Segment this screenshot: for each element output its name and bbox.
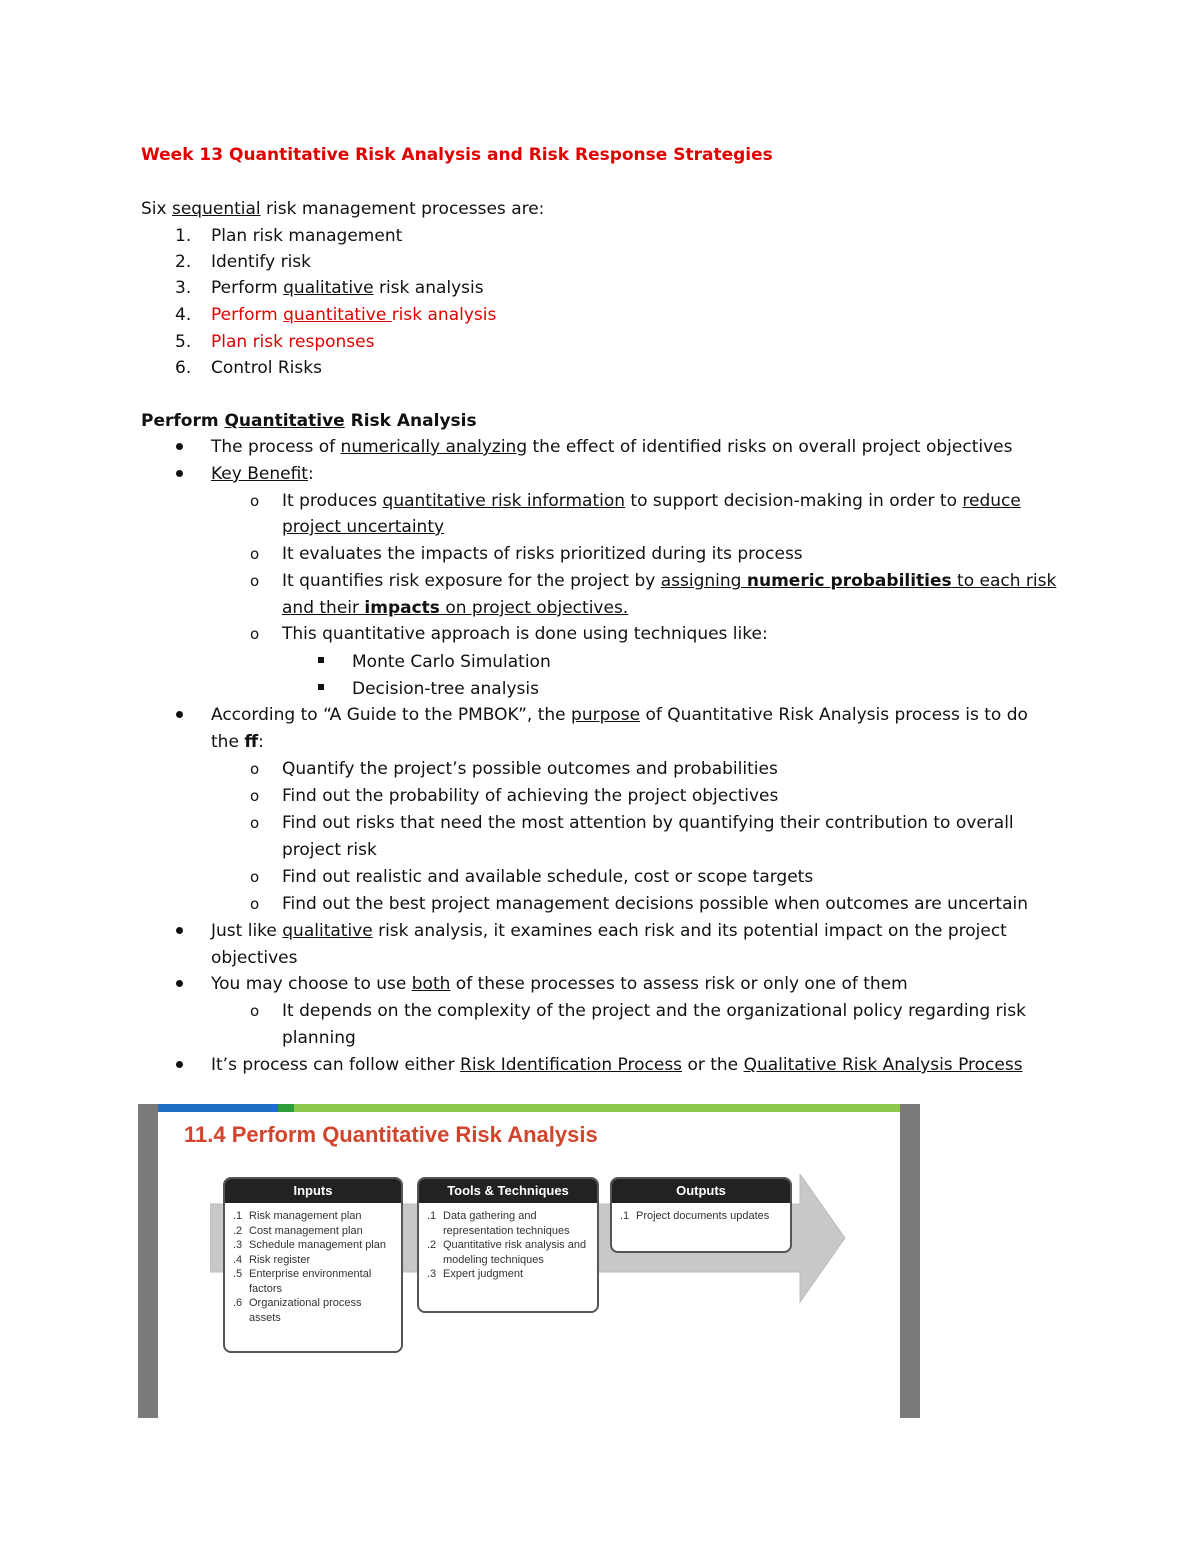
item-text: Enterprise environmental factors bbox=[249, 1268, 372, 1295]
figure-top-accent bbox=[278, 1104, 294, 1112]
figure-title: 11.4 Perform Quantitative Risk Analysis bbox=[184, 1122, 598, 1147]
section-heading bbox=[141, 410, 477, 432]
text: It’s process can follow either bbox=[211, 1055, 461, 1075]
sub-bullet: o bbox=[250, 572, 260, 590]
bullet-dot bbox=[176, 711, 183, 718]
outputs-header: Outputs bbox=[612, 1179, 790, 1203]
purpose-item: Find out the best project management decisions possible when outcomes are uncertain bbox=[282, 894, 1028, 914]
input-item bbox=[233, 1238, 393, 1253]
sub-bullet: o bbox=[250, 625, 260, 643]
tool-item bbox=[427, 1209, 589, 1238]
square-bullet bbox=[318, 657, 324, 663]
item-number: .4 bbox=[233, 1253, 243, 1266]
text: or the bbox=[682, 1055, 744, 1075]
item-number: .1 bbox=[620, 1210, 630, 1222]
text: risk analysis, it examines each risk and its potential impact on the project bbox=[372, 921, 1007, 941]
item-number: .3 bbox=[233, 1239, 243, 1251]
output-item bbox=[620, 1209, 782, 1224]
underlined-bold-text: numeric probabilities bbox=[746, 571, 952, 591]
sub-bullet: o bbox=[250, 545, 260, 563]
bullet-item bbox=[211, 704, 1028, 726]
sub-item-continuation: planning bbox=[282, 1028, 356, 1048]
intro-post: risk management processes are: bbox=[260, 199, 545, 219]
bullet-dot bbox=[176, 1061, 183, 1068]
tools-box bbox=[417, 1177, 599, 1313]
tools-header: Tools & Techniques bbox=[419, 1179, 597, 1203]
square-bullet bbox=[318, 684, 324, 690]
process-item bbox=[211, 277, 484, 299]
sub-item-continuation: project uncertainty bbox=[282, 517, 445, 537]
sub-item: It depends on the complexity of the project and the organizational policy regarding risk bbox=[282, 1001, 1026, 1021]
intro-underlined: sequential bbox=[171, 199, 261, 219]
sub-item: This quantitative approach is done using techniques like: bbox=[282, 624, 768, 644]
bullet-continuation: objectives bbox=[211, 948, 298, 968]
underlined-text: qualitative bbox=[283, 278, 374, 298]
sub-bullet: o bbox=[250, 814, 260, 832]
underlined-text: purpose bbox=[571, 705, 641, 725]
item-text: Project documents updates bbox=[636, 1210, 770, 1222]
tools-list bbox=[419, 1203, 597, 1286]
item-number: .2 bbox=[427, 1239, 437, 1251]
text: It produces bbox=[282, 491, 383, 511]
underlined-text: reduce bbox=[962, 491, 1021, 511]
text: Perform bbox=[211, 305, 284, 325]
underlined-text: numerically analyzing bbox=[340, 437, 528, 457]
purpose-item: Find out the probability of achieving the project objectives bbox=[282, 786, 779, 806]
item-text: Risk register bbox=[249, 1253, 311, 1266]
purpose-item: Quantify the project’s possible outcomes and probabilities bbox=[282, 759, 778, 779]
underlined-text: quantitative risk information bbox=[382, 491, 626, 511]
technique-item: Decision-tree analysis bbox=[352, 679, 539, 699]
text: risk analysis bbox=[373, 278, 484, 298]
underlined-text: both bbox=[411, 974, 451, 994]
item-text: Organizational process assets bbox=[249, 1297, 362, 1324]
list-number: 1. bbox=[175, 226, 192, 246]
input-item bbox=[233, 1296, 393, 1325]
bullet-dot bbox=[176, 443, 183, 450]
item-number: .1 bbox=[427, 1210, 437, 1222]
bullet-item bbox=[211, 463, 314, 485]
input-item bbox=[233, 1224, 393, 1239]
process-item: Identify risk bbox=[211, 252, 311, 272]
item-text: Cost management plan bbox=[249, 1224, 363, 1237]
sub-bullet: o bbox=[250, 1002, 260, 1020]
bullet-dot bbox=[176, 980, 183, 987]
list-number: 4. bbox=[175, 305, 192, 325]
sub-item bbox=[282, 490, 1021, 512]
text: of these processes to assess risk or only one of them bbox=[450, 974, 908, 994]
purpose-item: Find out realistic and available schedule, cost or scope targets bbox=[282, 867, 814, 887]
text: : bbox=[307, 464, 314, 484]
list-number: 3. bbox=[175, 278, 192, 298]
tool-item bbox=[427, 1267, 589, 1282]
text: Perform bbox=[141, 411, 225, 431]
page-title: Week 13 Quantitative Risk Analysis and Risk Response Strategies bbox=[141, 145, 773, 165]
text: the effect of identified risks on overall project objectives bbox=[527, 437, 1013, 457]
item-text: Risk management plan bbox=[249, 1210, 362, 1222]
figure-left-border bbox=[138, 1104, 158, 1418]
text: Just like bbox=[211, 921, 283, 941]
text: of Quantitative Risk Analysis process is to do bbox=[640, 705, 1028, 725]
bullet-continuation bbox=[211, 731, 264, 753]
text: Risk Analysis bbox=[344, 411, 477, 431]
figure-right-border bbox=[900, 1104, 920, 1418]
bold-text: ff bbox=[244, 732, 259, 752]
item-text: Expert judgment bbox=[443, 1268, 524, 1280]
bold-text: impacts bbox=[364, 598, 440, 618]
sub-bullet: o bbox=[250, 787, 260, 805]
process-item: Plan risk responses bbox=[211, 332, 375, 352]
process-item: Control Risks bbox=[211, 358, 322, 378]
underlined-text: qualitative bbox=[282, 921, 373, 941]
bullet-dot bbox=[176, 927, 183, 934]
sub-bullet: o bbox=[250, 492, 260, 510]
inputs-box bbox=[223, 1177, 403, 1353]
underlined-text: quantitative bbox=[283, 305, 392, 325]
text: on project objectives. bbox=[439, 598, 629, 618]
sub-item-continuation bbox=[282, 597, 628, 619]
item-text: Schedule management plan bbox=[249, 1239, 386, 1251]
item-number: .1 bbox=[233, 1210, 243, 1222]
figure-top-accent bbox=[278, 1104, 900, 1112]
tool-item bbox=[427, 1238, 589, 1267]
inputs-header: Inputs bbox=[225, 1179, 401, 1203]
sub-item bbox=[282, 570, 1056, 592]
figure-top-accent bbox=[158, 1104, 278, 1112]
process-item: Plan risk management bbox=[211, 226, 403, 246]
item-number: .2 bbox=[233, 1224, 243, 1237]
text: You may choose to use bbox=[211, 974, 412, 994]
item-number: .3 bbox=[427, 1268, 437, 1280]
purpose-item-continuation: project risk bbox=[282, 840, 377, 860]
bullet-item bbox=[211, 973, 908, 995]
list-number: 2. bbox=[175, 252, 192, 272]
underlined-text: assigning bbox=[660, 571, 747, 591]
list-number: 6. bbox=[175, 358, 192, 378]
sub-item: It evaluates the impacts of risks prioritized during its process bbox=[282, 544, 803, 564]
item-number: .6 bbox=[233, 1297, 243, 1309]
item-text: Data gathering and representation techniques bbox=[443, 1210, 570, 1237]
outputs-list bbox=[612, 1203, 790, 1228]
intro-pre: Six bbox=[141, 199, 172, 219]
text: to support decision-making in order to bbox=[625, 491, 963, 511]
sub-bullet: o bbox=[250, 868, 260, 886]
technique-item: Monte Carlo Simulation bbox=[352, 652, 551, 672]
text: It quantifies risk exposure for the project by bbox=[282, 571, 661, 591]
text: : bbox=[258, 732, 264, 752]
sub-bullet: o bbox=[250, 760, 260, 778]
input-item bbox=[233, 1209, 393, 1224]
bullet-item bbox=[211, 1054, 1023, 1076]
underlined-text: Key Benefit bbox=[211, 464, 308, 484]
sub-bullet: o bbox=[250, 895, 260, 913]
item-text: Quantitative risk analysis and modeling techniques bbox=[443, 1239, 587, 1266]
bullet-item bbox=[211, 920, 1007, 942]
text: The process of bbox=[211, 437, 341, 457]
outputs-box bbox=[610, 1177, 792, 1253]
input-item bbox=[233, 1253, 393, 1268]
underlined-text: Qualitative Risk Analysis Process bbox=[743, 1055, 1023, 1075]
text: According to “A Guide to the PMBOK”, the bbox=[211, 705, 572, 725]
text: risk analysis bbox=[391, 305, 497, 325]
input-item bbox=[233, 1267, 393, 1296]
underlined-text: Quantitative bbox=[224, 411, 345, 431]
list-number: 5. bbox=[175, 332, 192, 352]
process-item bbox=[211, 304, 496, 326]
text: Perform bbox=[211, 278, 284, 298]
text: and their bbox=[282, 598, 365, 618]
item-number: .5 bbox=[233, 1268, 243, 1280]
bullet-item bbox=[211, 436, 1012, 458]
purpose-item: Find out risks that need the most attention by quantifying their contribution to overall bbox=[282, 813, 1014, 833]
inputs-list bbox=[225, 1203, 401, 1329]
bullet-dot bbox=[176, 470, 183, 477]
underlined-text: Risk Identification Process bbox=[460, 1055, 683, 1075]
intro-line bbox=[141, 198, 544, 220]
text: the bbox=[211, 732, 245, 752]
underlined-text: to each risk bbox=[951, 571, 1057, 591]
process-figure bbox=[138, 1104, 920, 1418]
